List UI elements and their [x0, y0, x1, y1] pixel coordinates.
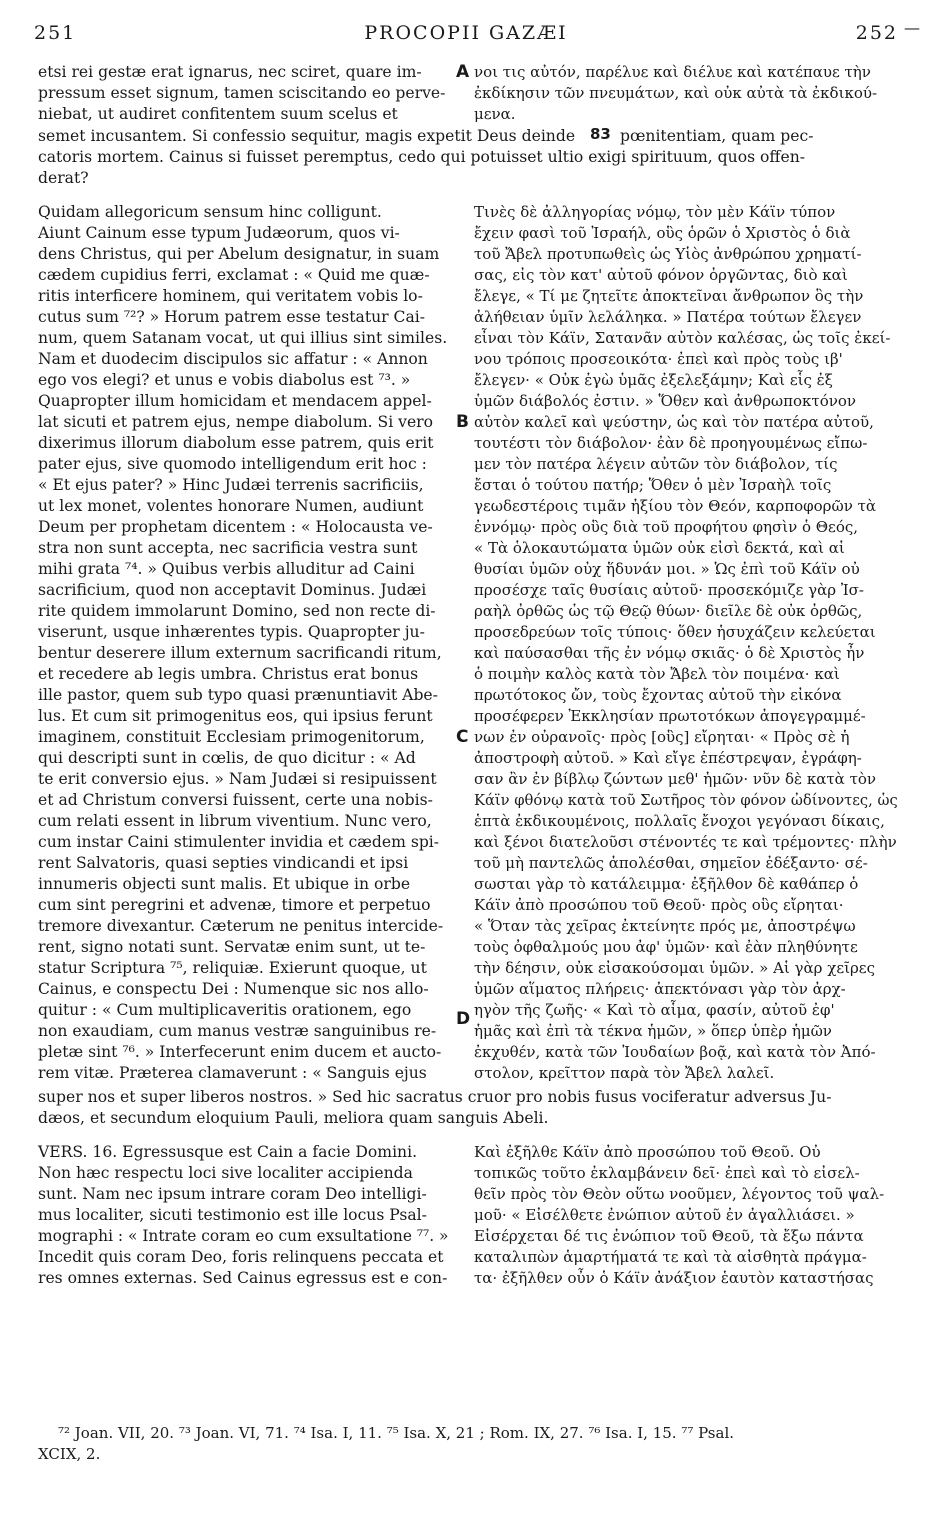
greek-top-line-2: ἐκδίκησιν τῶν πνευμάτων, καὶ οὐκ αὐτὰ τὰ ἐκδικού- [474, 84, 878, 102]
latin-line: tremore divexantur. Cæterum ne penitus intercide- [38, 917, 444, 935]
greek-line: ἐννόμῳ· πρὸς οὓς διὰ τοῦ προφήτου φησὶν ὁ Θεός, [474, 518, 859, 536]
margin-marker-num: 83 [590, 125, 611, 143]
greek-vers-line: θεῖν πρὸς τὸν Θεὸν οὕτω νοοῦμεν, λέγοντος τοῦ ψαλ- [474, 1185, 885, 1203]
greek-line: ἔχειν φασὶ τοῦ Ἰσραήλ, οὓς ὁρῶν ὁ Χριστὸς ὁ διὰ [474, 224, 851, 242]
greek-vers-line: μοῦ· « Εἰσέλθετε ἐνώπιον αὐτοῦ ἐν ἀγαλλιάσει. » [474, 1206, 855, 1224]
greek-line: νου τρόποις προσεοικότα· ἐπεὶ καὶ πρὸς τοὺς ιβ' [474, 350, 843, 368]
greek-line: ἡμᾶς καὶ ἐπὶ τὰ τέκνα ἡμῶν, » ὅπερ ὑπὲρ ἡμῶν [474, 1022, 832, 1040]
greek-vers-line: καταλιπὼν ἁμαρτήματά τε καὶ τὰ αἰσθητὰ πράγμα- [474, 1248, 867, 1266]
full-line-1b: pœnitentiam, quam pec- [620, 127, 814, 145]
latin-line: ritis interficere hominem, qui veritatem vobis lo- [38, 287, 423, 305]
greek-line: ἀλήθειαν ὑμῖν λελάληκα. » Πατέρα τούτων ἔλεγεν [474, 308, 862, 326]
latin-line: sacrificium, quod non acceptavit Dominus. Judæi [38, 581, 427, 599]
greek-line: σας, εἰς τὸν κατ' αὐτοῦ φόνον ὀργῶντας, διὸ καὶ [474, 266, 848, 284]
greek-line: Κάϊν ἀπὸ προσώπου τοῦ Θεοῦ· πρὸς οὓς εἴρηται· [474, 896, 844, 914]
latin-line: pater ejus, sive quomodo intelligendum erit hoc : [38, 455, 427, 473]
latin-line: Nam et duodecim discipulos sic affatur : « Annon [38, 350, 428, 368]
greek-vers-line: Εἰσέρχεται δέ τις ἐνώπιον τοῦ Θεοῦ, τὰ ἔξω πάντα [474, 1227, 864, 1245]
greek-line: μεν τὸν πατέρα λέγειν αὐτῶν τὸν διάβολον, τίς [474, 455, 838, 473]
latin-line: cædem cupidius ferri, exclamat : « Quid me quæ- [38, 266, 430, 284]
latin-line: rent Salvatoris, quasi septies vindicandi et ipsi [38, 854, 409, 872]
latin-line: statur Scriptura ⁷⁵, reliquiæ. Exierunt quoque, ut [38, 959, 427, 977]
greek-line: πρωτότοκος ὤν, τοὺς ἔχοντας αὐτοῦ τὴν εἰκόνα [474, 686, 842, 704]
greek-line: ραὴλ ὀρθῶς ὡς τῷ Θεῷ θύων· διεῖλε δὲ οὐκ ὀρθῶς, [474, 602, 863, 620]
latin-line: Deum per prophetam dicentem : « Holocausta ve- [38, 518, 433, 536]
greek-line: ἔλεγε, « Τί με ζητεῖτε ἀποκτεῖναι ἄνθρωπον ὃς τὴν [474, 287, 864, 305]
greek-line: ἀποστροφὴ αὐτοῦ. » Καὶ εἴγε ἐπέστρεψαν, ἐγράφη- [474, 749, 862, 767]
latin-line: ut lex monet, volentes honorare Numen, audiunt [38, 497, 424, 515]
margin-marker-b: B [456, 412, 469, 432]
footnote-line-2: XCIX, 2. [38, 1445, 101, 1463]
latin-line: Quidam allegoricum sensum hinc colligunt. [38, 203, 382, 221]
latin-line: « Et ejus pater? » Hinc Judæi terrenis sacrificiis, [38, 476, 424, 494]
greek-line: Τινὲς δὲ ἀλληγορίας νόμῳ, τὸν μὲν Κάϊν τύπον [474, 203, 836, 221]
running-header [34, 18, 922, 56]
greek-line: τοῦ μὴ παντελῶς ἀπολέσθαι, σημεῖον ἐδέξαντο· σέ- [474, 854, 868, 872]
page-number-right: 252 [855, 22, 898, 44]
running-title: PROCOPII GAZÆI [364, 22, 568, 44]
greek-line: καὶ ξένοι διατελοῦσι στένοντές τε καὶ τρέμοντες· πλὴν [474, 833, 897, 851]
latin-line: et ad Christum conversi fuissent, certe una nobis- [38, 791, 433, 809]
latin-line: cutus sum ⁷²? » Horum patrem esse testatur Cai- [38, 308, 426, 326]
latin-line: Aiunt Cainum esse typum Judæorum, quos vi- [38, 224, 400, 242]
latin-line: cum instar Caini stimulenter invidia et cædem spi- [38, 833, 440, 851]
latin-line: bentur deserere illum externum sacrificandi ritum, [38, 644, 442, 662]
latin-line: lat sicuti et patrem ejus, nempe diabolum. Si vero [38, 413, 434, 431]
latin-vers-line: VERS. 16. Egressusque est Cain a facie Domini. [38, 1143, 418, 1161]
latin-vers-line: Non hæc respectu loci sive localiter accipienda [38, 1164, 413, 1182]
latin-line: mihi grata ⁷⁴. » Quibus verbis alluditur ad Caini [38, 560, 415, 578]
latin-line: ego vos elegi? et unus e vobis diabolus est ⁷³. » [38, 371, 411, 389]
greek-line: Κάϊν φθόνῳ κατὰ τοῦ Σωτῆρος τὸν φόνον ὠδίνοντες, ὡς [474, 791, 898, 809]
mid-full-line-2: dæos, et secundum eloquium Pauli, meliora quam sanguis Abeli. [38, 1109, 549, 1127]
latin-line: viserunt, usque inhærentes typis. Quapropter ju- [38, 623, 425, 641]
latin-line: innumeris objecti sunt malis. Et ubique in orbe [38, 875, 411, 893]
greek-line: νων ἐν οὐρανοῖς· πρὸς [οὓς] εἴρηται· « Πρὸς σὲ ἡ [474, 728, 850, 746]
greek-line: προσέφερεν Ἐκκλησίαν πρωτοτόκων ἀπογεγραμμέ- [474, 707, 866, 725]
latin-vers-line: mus localiter, sicuti testimonio est ille locus Psal- [38, 1206, 427, 1224]
latin-line: te erit conversio ejus. » Nam Judæi si resipuissent [38, 770, 437, 788]
mid-full-line-1: super nos et super liberos nostros. » Sed hic sacratus cruor pro nobis fusus vociferatur adversus Ju- [38, 1088, 832, 1106]
latin-line: rem vitæ. Præterea clamaverunt : « Sanguis ejus [38, 1064, 427, 1082]
latin-line: ille pastor, quem sub typo quasi prænuntiavit Abe- [38, 686, 438, 704]
greek-vers-line: τα· ἐξῆλθεν οὖν ὁ Κάϊν ἀνάξιον ἑαυτὸν καταστήσας [474, 1269, 874, 1287]
greek-line: « Τὰ ὁλοκαυτώματα ὑμῶν οὐκ εἰσὶ δεκτά, καὶ αἱ [474, 539, 845, 557]
greek-line: ἑπτὰ ἐκδικουμένοις, πολλαῖς ἔνοχοι γεγόνασι δίκαις, [474, 812, 885, 830]
latin-line: rite quidem immolarunt Domino, sed non recte di- [38, 602, 436, 620]
latin-vers-line: Incedit quis coram Deo, foris relinquens peccata et [38, 1248, 444, 1266]
latin-line: cum sint peregrini et advenæ, timore et perpetuo [38, 896, 431, 914]
page-number-left: 251 [34, 22, 77, 44]
greek-line: « Ὅταν τὰς χεῖρας ἐκτείνητε πρός με, ἀποστρέψω [474, 917, 856, 935]
greek-line: καὶ παύσασθαι τῆς ἐν νόμῳ σκιᾶς· ὁ δὲ Χριστὸς ἦν [474, 644, 865, 662]
latin-line: et recedere ab legis umbra. Christus erat bonus [38, 665, 419, 683]
latin-line: Cainus, e conspectu Dei : Numenque sic nos allo- [38, 980, 429, 998]
greek-line: ὑμῶν αἵματος πλήρεις· ἀπεκτόνασι γὰρ τὸν ἀρχ- [474, 980, 846, 998]
greek-vers-line: Καὶ ἐξῆλθε Κάϊν ἀπὸ προσώπου τοῦ Θεοῦ. Οὐ [474, 1143, 821, 1161]
greek-line: ὑμῶν διάβολός ἐστιν. » Ὅθεν καὶ ἀνθρωποκτόνον [474, 392, 856, 410]
latin-top-line-3: niebat, ut audiret confitentem suum scelus et [38, 105, 398, 123]
greek-line: τουτέστι τὸν διάβολον· ἐὰν δὲ προηγουμένως εἴπω- [474, 434, 868, 452]
greek-line: εἶναι τὸν Κάϊν, Σατανᾶν αὐτὸν καλέσας, ὡς τοῖς ἐκεί- [474, 329, 891, 347]
latin-line: imaginem, constituit Ecclesiam primogenitorum, [38, 728, 425, 746]
greek-line: ηγὸν τῆς ζωῆς· « Καὶ τὸ αἷμα, φασίν, αὐτοῦ ἐφ' [474, 1001, 835, 1019]
latin-line: num, quem Satanam vocat, ut qui illius sint similes. [38, 329, 448, 347]
latin-line: dens Christus, qui per Abelum designatur, in suam [38, 245, 440, 263]
latin-vers-line: res omnes externas. Sed Cainus egressus est e con- [38, 1269, 448, 1287]
latin-line: rent, signo notati sunt. Servatæ enim sunt, ut te- [38, 938, 426, 956]
full-line-1: semet incusantem. Si confessio sequitur, magis expetit Deus deinde [38, 127, 576, 145]
full-line-2: catoris mortem. Cainus si fuisset peremptus, cedo qui potuisset ultio exigi spirituum, quos offen- [38, 148, 806, 166]
latin-line: quitur : « Cum multiplicaveritis orationem, ego [38, 1001, 412, 1019]
latin-line: cum relati essent in librum viventium. Nunc vero, [38, 812, 432, 830]
greek-line: αὐτὸν καλεῖ καὶ ψεύστην, ὡς καὶ τὸν πατέρα αὐτοῦ, [474, 413, 874, 431]
latin-line: pletæ sint ⁷⁶. » Interfecerunt enim ducem et aucto- [38, 1043, 442, 1061]
greek-top-line-3: μενα. [474, 105, 516, 123]
greek-vers-line: τοπικῶς τοῦτο ἐκλαμβάνειν δεῖ· ἐπεὶ καὶ τὸ εἰσελ- [474, 1164, 860, 1182]
greek-line: τὴν δέησιν, οὐκ εἰσακούσομαι ὑμῶν. » Αἱ γὰρ χεῖρες [474, 959, 875, 977]
latin-line: Quapropter illum homicidam et mendacem appel- [38, 392, 432, 410]
latin-line: stra non sunt accepta, nec sacrificia vestra sunt [38, 539, 418, 557]
greek-line: προσεδρεύων τοῖς τύποις· ὅθεν ἡσυχάζειν κελεύεται [474, 623, 876, 641]
footnote-line-1: ⁷² Joan. VII, 20. ⁷³ Joan. VI, 71. ⁷⁴ Isa. I, 11. ⁷⁵ Isa. X, 21 ; Rom. IX, 27. ⁷⁶ Isa. I, 15. ⁷⁷ Psal. [58, 1424, 735, 1442]
latin-line: lus. Et cum sit primogenitus eos, qui ipsius ferunt [38, 707, 433, 725]
latin-line: non exaudiam, cum manus vestræ sanguinibus re- [38, 1022, 437, 1040]
greek-line: ἔλεγεν· « Οὐκ ἐγὼ ὑμᾶς ἐξελεξάμην; Καὶ εἷς ἐξ [474, 371, 833, 389]
greek-line: προσέσχε ταῖς θυσίαις αὐτοῦ· προσεκόμιζε γὰρ Ἰσ- [474, 581, 864, 599]
greek-line: γεωδεστέροις τιμᾶν ἠξίου τὸν Θεόν, καρποφορῶν τὰ [474, 497, 877, 515]
latin-line: dixerimus illorum diabolum esse patrem, quis erit [38, 434, 434, 452]
margin-marker-a: A [456, 62, 470, 82]
greek-line: τοὺς ὀφθαλμούς μου ἀφ' ὑμῶν· καὶ ἐὰν πληθύνητε [474, 938, 858, 956]
greek-line: στολον, κρεῖττον παρὰ τὸν Ἄβελ λαλεῖ. [474, 1064, 775, 1082]
corner-mark: — [904, 18, 922, 37]
greek-line: θυσίαι ὑμῶν οὐχ ἥδυνάν μοι. » Ὡς ἐπὶ τοῦ Κάϊν οὐ [474, 560, 860, 578]
greek-line: σαν ἂν ἐν βίβλῳ ζώντων μεθ' ἡμῶν· νῦν δὲ κατὰ τὸν [474, 770, 877, 788]
greek-line: σωσται γὰρ τὸ κατάλειμμα· ἐξῆλθον δὲ καθάπερ ὁ [474, 875, 859, 893]
greek-line: ἔσται ὁ τούτου πατήρ; Ὅθεν ὁ μὲν Ἰσραὴλ τοῖς [474, 476, 832, 494]
margin-marker-d: D [456, 1009, 471, 1029]
margin-marker-c: C [456, 727, 469, 747]
greek-line: ἐκχυθέν, κατὰ τῶν Ἰουδαίων βοᾷ, καὶ κατὰ τὸν Ἀπό- [474, 1043, 876, 1061]
latin-top-line-2: pressum esset signum, tamen sciscitando eo perve- [38, 84, 446, 102]
greek-line: τοῦ Ἄβελ προτυπωθεὶς ὡς Υἱὸς ἀνθρώπου χρηματί- [474, 245, 862, 263]
latin-vers-line: sunt. Nam nec ipsum intrare coram Deo intelligi- [38, 1185, 427, 1203]
greek-line: ὁ ποιμὴν καλὸς κατὰ τὸν Ἄβελ τὸν ποιμένα· καὶ [474, 665, 840, 683]
full-line-3: derat? [38, 169, 89, 187]
latin-vers-line: mographi : « Intrate coram eo cum exsultatione ⁷⁷. » [38, 1227, 449, 1245]
greek-top-line-1: νοι τις αὐτόν, παρέλυε καὶ διέλυε καὶ κατέπαυε τὴν [474, 63, 871, 81]
latin-line: qui descripti sunt in cœlis, de quo dicitur : « Ad [38, 749, 416, 767]
latin-top-line-1: etsi rei gestæ erat ignarus, nec sciret, quare im- [38, 63, 422, 81]
